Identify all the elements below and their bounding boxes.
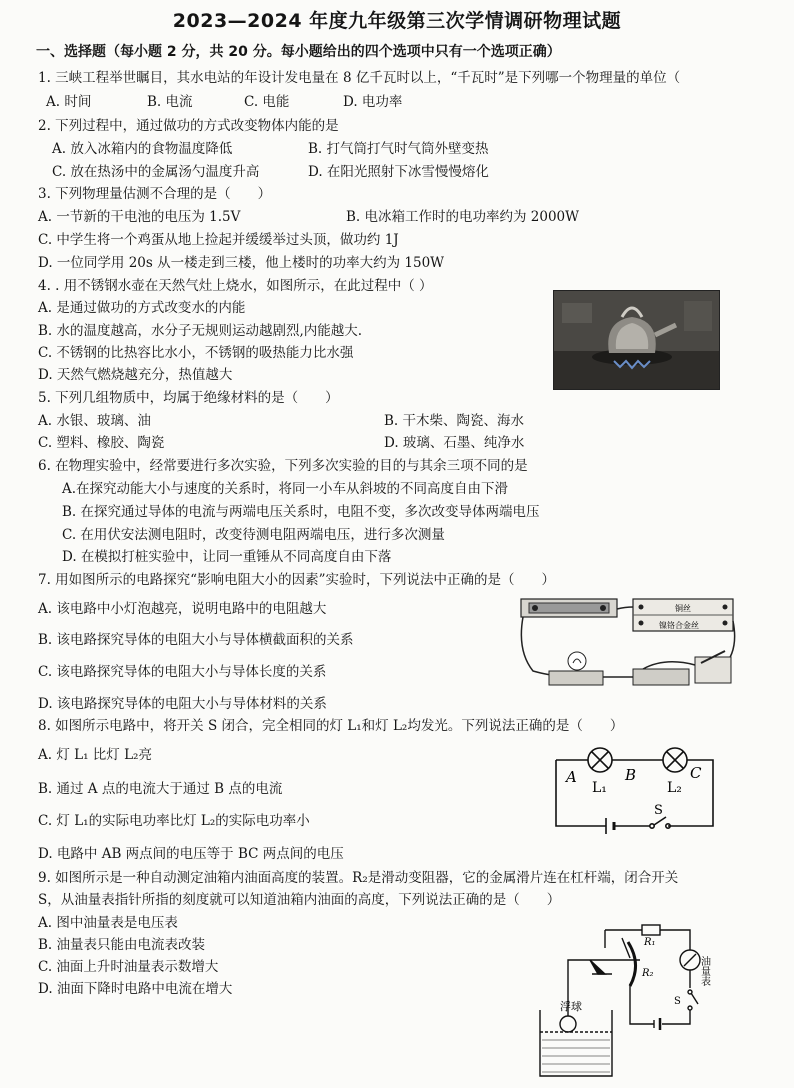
switch-s-label: S bbox=[654, 803, 663, 818]
oil-gauge-label: 油量表 bbox=[698, 956, 710, 986]
nichrome-wire-label: 镍铬合金丝 bbox=[659, 621, 699, 630]
q3-option-a: A. 一节新的干电池的电压为 1.5V bbox=[38, 209, 241, 225]
q7-option-a: A. 该电路中小灯泡越亮，说明电路中的电阻越大 bbox=[38, 601, 327, 617]
oil-level-gauge-figure bbox=[530, 920, 730, 1082]
copper-wire-label: 铜丝 bbox=[675, 604, 691, 613]
q6-option-d: D. 在模拟打桩实验中，让同一重锤从不同高度自由下落 bbox=[62, 549, 392, 565]
q2-option-a: A. 放入冰箱内的食物温度降低 bbox=[52, 141, 233, 157]
q1-stem: 1. 三峡工程举世瞩目，其水电站的年设计发电量在 8 亿千瓦时以上，“千瓦时”是下列哪一个物理量的单位（ bbox=[38, 70, 681, 86]
q2-stem: 2. 下列过程中，通过做功的方式改变物体内能的是 bbox=[38, 118, 339, 134]
point-c-label: C bbox=[690, 764, 702, 782]
q5-option-a: A. 水银、玻璃、油 bbox=[38, 413, 151, 429]
q5-option-d: D. 玻璃、石墨、纯净水 bbox=[384, 435, 525, 451]
q8-option-a: A. 灯 L₁ 比灯 L₂亮 bbox=[38, 747, 152, 763]
q4-stem: 4. . 用不锈钢水壶在天然气灶上烧水，如图所示，在此过程中（ ） bbox=[38, 278, 433, 294]
q2-option-b: B. 打气筒打气时气筒外壁变热 bbox=[308, 141, 489, 157]
q9-option-a: A. 图中油量表是电压表 bbox=[38, 915, 178, 931]
lamp-l2-label: L₂ bbox=[667, 780, 682, 796]
q9-option-d: D. 油面下降时电路中电流在增大 bbox=[38, 981, 233, 997]
q9-stem-line1: 9. 如图所示是一种自动测定油箱内油面高度的装置。R₂是滑动变阻器，它的金属滑片连在杠杆端，闭合开关 bbox=[38, 870, 679, 886]
point-a-label: A bbox=[566, 768, 577, 786]
q4-option-a: A. 是通过做功的方式改变水的内能 bbox=[38, 300, 246, 316]
q1-option-a: A. 时间 bbox=[46, 94, 92, 110]
q7-option-b: B. 该电路探究导体的电阻大小与导体横截面积的关系 bbox=[38, 632, 354, 648]
q3-option-c: C. 中学生将一个鸡蛋从地上捡起并缓缓举过头顶，做功约 1J bbox=[38, 232, 399, 248]
q1-option-c: C. 电能 bbox=[244, 94, 290, 110]
q5-stem: 5. 下列几组物质中，均属于绝缘材料的是（ ） bbox=[38, 390, 339, 406]
q8-option-c: C. 灯 L₁的实际电功率比灯 L₂的实际电功率小 bbox=[38, 813, 310, 829]
q3-stem: 3. 下列物理量估测不合理的是（ ） bbox=[38, 186, 272, 202]
q1-option-d: D. 电功率 bbox=[343, 94, 403, 110]
q8-option-d: D. 电路中 AB 两点间的电压等于 BC 两点间的电压 bbox=[38, 846, 344, 862]
q9-stem-line2: S，从油量表指针所指的刻度就可以知道油箱内油面的高度，下列说法正确的是（ ） bbox=[38, 892, 561, 908]
page-title: 2023—2024 年度九年级第三次学情调研物理试题 bbox=[172, 10, 622, 32]
q6-option-a: A.在探究动能大小与速度的关系时，将同一小车从斜坡的不同高度自由下滑 bbox=[62, 481, 509, 497]
kettle-on-stove-photo bbox=[553, 290, 720, 390]
q6-option-b: B. 在探究通过导体的电流与两端电压关系时，电阻不变，多次改变导体两端电压 bbox=[62, 504, 540, 520]
r1-label: R₁ bbox=[644, 937, 656, 948]
point-b-label: B bbox=[625, 766, 637, 784]
resistance-experiment-figure bbox=[515, 591, 740, 696]
q6-option-c: C. 在用伏安法测电阻时，改变待测电阻两端电压，进行多次测量 bbox=[62, 527, 445, 543]
float-ball-label: 浮球 bbox=[560, 1000, 582, 1013]
q4-option-c: C. 不锈钢的比热容比水小，不锈钢的吸热能力比水强 bbox=[38, 345, 354, 361]
q5-option-c: C. 塑料、橡胶、陶瓷 bbox=[38, 435, 165, 451]
series-lamp-circuit bbox=[548, 740, 728, 835]
section-heading: 一、选择题（每小题 2 分，共 20 分。每小题给出的四个选项中只有一个选项正确） bbox=[36, 44, 561, 60]
lamp-l1-label: L₁ bbox=[592, 780, 607, 796]
q6-stem: 6. 在物理实验中，经常要进行多次实验，下列多次实验的目的与其余三项不同的是 bbox=[38, 458, 528, 474]
q3-option-b: B. 电冰箱工作时的电功率约为 2000W bbox=[346, 209, 580, 225]
q3-option-d: D. 一位同学用 20s 从一楼走到三楼，他上楼时的功率大约为 150W bbox=[38, 255, 445, 271]
q9-option-b: B. 油量表只能由电流表改装 bbox=[38, 937, 206, 953]
q7-stem: 7. 用如图所示的电路探究“影响电阻大小的因素”实验时，下列说法中正确的是（ ） bbox=[38, 572, 555, 588]
q2-option-c: C. 放在热汤中的金属汤勺温度升高 bbox=[52, 164, 260, 180]
q8-stem: 8. 如图所示电路中，将开关 S 闭合，完全相同的灯 L₁和灯 L₂均发光。下列说法正确的是（ ） bbox=[38, 718, 624, 734]
q4-option-b: B. 水的温度越高，水分子无规则运动越剧烈,内能越大. bbox=[38, 323, 363, 339]
q2-option-d: D. 在阳光照射下冰雪慢慢熔化 bbox=[308, 164, 489, 180]
q1-option-b: B. 电流 bbox=[147, 94, 193, 110]
q8-option-b: B. 通过 A 点的电流大于通过 B 点的电流 bbox=[38, 781, 283, 797]
q7-option-d: D. 该电路探究导体的电阻大小与导体材料的关系 bbox=[38, 696, 327, 712]
q4-option-d: D. 天然气燃烧越充分，热值越大 bbox=[38, 367, 233, 383]
r2-label: R₂ bbox=[642, 968, 654, 979]
q7-option-c: C. 该电路探究导体的电阻大小与导体长度的关系 bbox=[38, 664, 327, 680]
q9-option-c: C. 油面上升时油量表示数增大 bbox=[38, 959, 219, 975]
q5-option-b: B. 干木柴、陶瓷、海水 bbox=[384, 413, 525, 429]
switch-s-label: S bbox=[674, 996, 681, 1007]
